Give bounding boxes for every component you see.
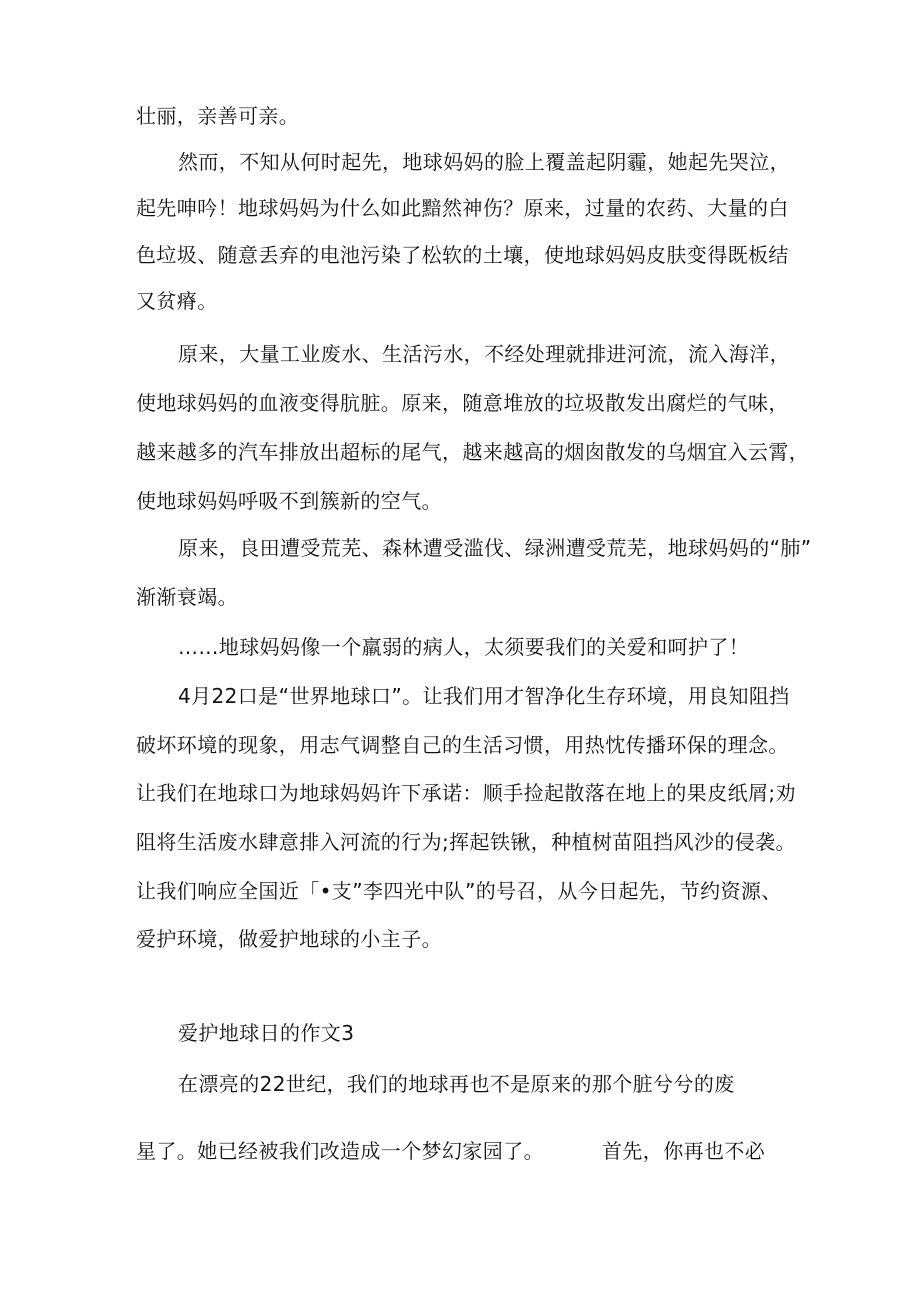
paragraph-line-part: 星了。她已经被我们改造成一个梦幻家园了。 <box>136 1139 544 1163</box>
paragraph-line: 然而，不知从何时起先，地球妈妈的脸上覆盖起阴霾，她起先哭泣， <box>178 150 790 174</box>
paragraph-line: 又贫瘠。 <box>136 289 218 313</box>
paragraph-line: 越来越多的汽车排放出超标的尾气，越来越高的烟囱散发的乌烟宜入云霄， <box>136 440 810 464</box>
paragraph-line: ……地球妈妈像一个羸弱的病人，太须要我们的关爱和呵护了！ <box>178 635 750 659</box>
paragraph-line: 4月22口是“世界地球口”。让我们用才智净化生存环境，用良知阻挡 <box>178 684 790 708</box>
paragraph-line: 让我们响应全国近「•支”李四光中队”的号召，从今日起先，节约资源、 <box>136 879 782 903</box>
paragraph-line: 色垃圾、随意丢弃的电池污染了松软的土壤，使地球妈妈皮肤变得既板结 <box>136 243 789 267</box>
paragraph-line: 原来，大量工业废水、生活污水，不经处理就排进河流，流入海洋， <box>178 342 790 366</box>
paragraph-line: 起先呻吟！地球妈妈为什么如此黯然神伤？原来，过量的农药、大量的白 <box>136 196 789 220</box>
paragraph-line-part: 首先，你再也不必 <box>602 1139 766 1163</box>
paragraph-line: 在漂亮的22世纪，我们的地球再也不是原来的那个脏兮兮的废 <box>178 1072 735 1096</box>
paragraph-line: 破坏环境的现象，用志气调整自己的生活习惯，用热忱传播环保的理念。 <box>136 733 789 757</box>
paragraph-line: 壮丽，亲善可亲。 <box>136 104 300 128</box>
section-title: 爱护地球日的作文3 <box>178 1021 355 1045</box>
paragraph-line: 使地球妈妈呼吸不到簇新的空气。 <box>136 489 442 513</box>
paragraph-line <box>136 1139 765 1163</box>
paragraph-line: 渐渐衰竭。 <box>136 585 238 609</box>
paragraph-line: 爱护环境，做爱护地球的小主子。 <box>136 927 442 951</box>
paragraph-line: 阻将生活废水肆意排入河流的行为;挥起铁锹，种植树苗阻挡风沙的侵袭。 <box>136 830 796 854</box>
paragraph-line: 让我们在地球口为地球妈妈许下承诺：顺手捡起散落在地上的果皮纸屑;劝 <box>136 781 796 805</box>
paragraph-line: 原来，良田遭受荒芜、森林遭受滥伐、绿洲遭受荒芜，地球妈妈的“肺” <box>178 536 812 560</box>
paragraph-line: 使地球妈妈的血液变得肮脏。原来，随意堆放的垃圾散发出腐烂的气味， <box>136 391 789 415</box>
